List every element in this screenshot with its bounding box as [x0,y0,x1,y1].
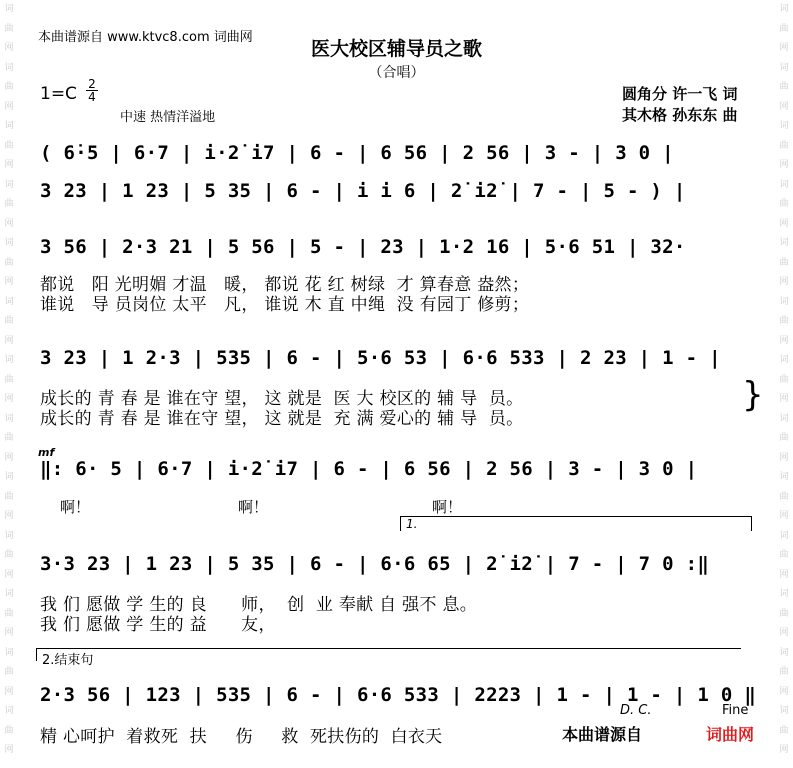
fine-mark: Fine [722,703,749,718]
notation-text: 3 23 | 1 2·3 | 535 | 6 - | 5·6 53 | 6·6 533 | 2 23 | 1 - | [40,347,721,369]
notation-text: 2·3 56 | 123 | 535 | 6 - | 6·6 533 | 2223 | 1 - | 1 - | 1 0 ‖ [40,684,757,706]
lyricists-credit: 圆角分 许一飞 词 [622,85,738,103]
watermark-text: 词 曲 网 词 曲 网 词 曲 网 词 曲 网 词 曲 网 词 曲 网 词 曲 网 词 曲 网 词 曲 网 词 曲 网 词 曲 网 词 曲 网 词 曲 网 [4,4,14,755]
notation-text: 3 23 | 1 23 | 5 35 | 6 - | i i 6 | 2̇ i2̇ | 7 - | 5 - ) | [40,180,686,202]
brace-mark: } [742,375,764,415]
volta-1-bracket [400,516,752,531]
notation-row-intro-a [0,142,793,172]
notation-row-chorus-a [0,458,793,488]
time-signature-bottom: 4 [86,90,98,103]
dynamic-mark: mf [38,446,55,459]
lyric-ah-2: 啊！ [238,498,269,516]
notation-row-intro-b [0,180,793,210]
right-watermark-column [775,0,793,768]
notation-text: 3 56 | 2·3 21 | 5 56 | 5 - | 23 | 1·2 16 | 5·6 51 | 32· [40,236,686,258]
dc-mark: D. C. [620,703,652,718]
footer-source-label: 本曲谱源自 [562,725,643,744]
left-watermark-column [0,0,18,768]
lyric-line-chorus2: 我 们 愿做 学 生的 益 友， [40,615,276,635]
notation-row-chorus-b [0,553,793,583]
volta-2-bracket [36,648,741,661]
notation-text: 3·3 23 | 1 23 | 5 35 | 6 - | 6·6 65 | 2̇ i2̇ | 7 - | 7 0 :‖ [40,553,710,575]
composers-credit: 其木格 孙东东 曲 [622,106,738,124]
time-signature [86,78,98,103]
lyric-ah-3: 啊！ [432,498,463,516]
lyric-line-verse1a: 都说 阳 光明媚 才温 暖， 都说 花 红 树绿 才 算春意 盎然； [40,275,530,295]
subtitle: （合唱） [368,65,425,81]
notation-text: ( 6̇·5 | 6·7 | i·2̇ i7 | 6 - | 6 56 | 2 56 | 3 - | 3 0 | [40,142,674,164]
source-line: 本曲谱源自 www.ktvc8.com 词曲网 [38,30,253,45]
notation-row-verse-a [0,236,793,266]
volta-1-label: 1. [406,517,418,531]
time-signature-top: 2 [88,77,96,91]
notation-row-ending [0,684,793,714]
lyric-line-verse2a: 谁说 导 员岗位 太平 凡， 谁说 木 直 中绳 没 有园丁 修剪； [40,295,530,315]
lyric-line-verse2b: 成长的 青 春 是 谁在守 望， 这 就是 充 满 爱心的 辅 导 员。 [40,409,524,429]
page-title: 医大校区辅导员之歌 [310,38,482,60]
watermark-text: 词 曲 网 词 曲 网 词 曲 网 词 曲 网 词 曲 网 词 曲 网 词 曲 网 词 曲 网 词 曲 网 词 曲 网 词 曲 网 词 曲 网 词 曲 网 [779,4,789,755]
footer-site-label: 词曲网 [706,725,755,744]
notation-row-verse-b [0,347,793,377]
lyric-line-verse1b: 成长的 青 春 是 谁在守 望， 这 就是 医 大 校区的 辅 导 员。 [40,389,524,409]
tempo-marking: 中速 热情洋溢地 [120,110,216,125]
lyric-line-ending: 精 心呵护 着救死 扶 伤 救 死扶伤的 白衣天 [40,727,443,747]
key-signature: 1=C [40,84,77,104]
lyric-line-chorus1: 我 们 愿做 学 生的 良 师， 创 业 奉献 自 强不 息。 [40,595,478,615]
volta-2-label: 2.结束句 [42,653,94,668]
notation-text: ‖: 6· 5 | 6·7 | i·2̇ i7 | 6 - | 6 56 | 2 56 | 3 - | 3 0 | [40,458,698,480]
lyric-ah-1: 啊！ [60,498,91,516]
